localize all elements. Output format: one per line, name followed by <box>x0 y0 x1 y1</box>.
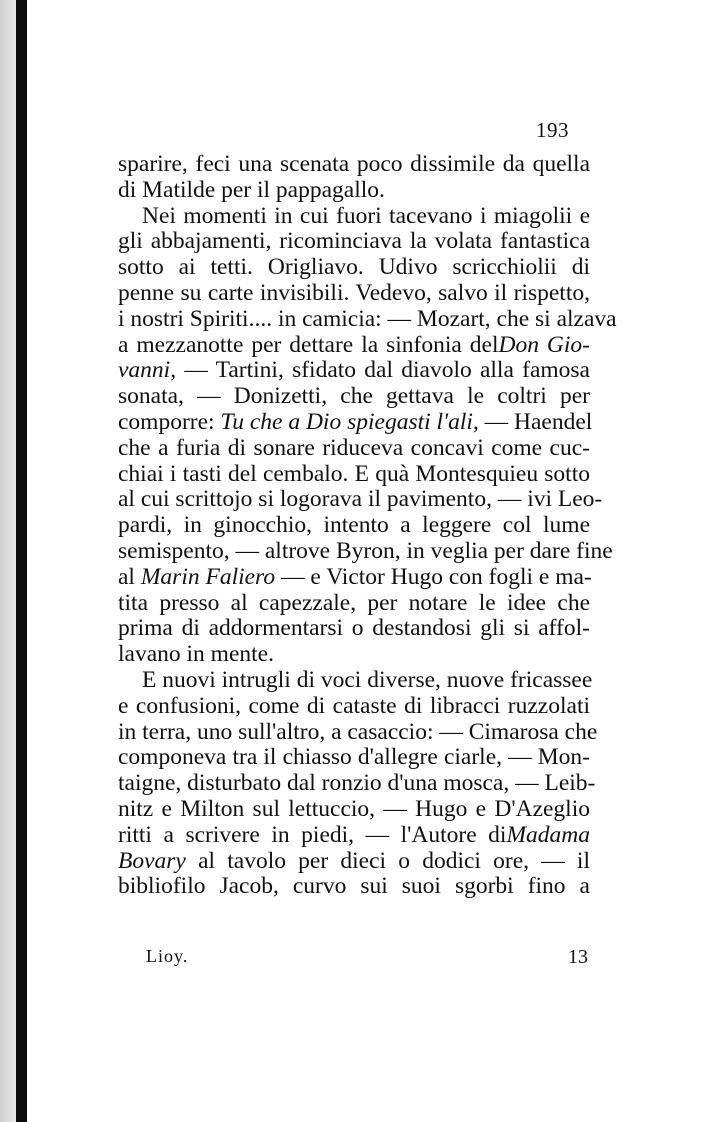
line-text: i nostri Spiriti.... in camicia: — Mozart, che si alzava <box>118 305 617 332</box>
text-line <box>118 565 590 591</box>
italic-title: Don Gio- <box>498 331 591 358</box>
line-text: nitz e Milton sul lettuccio, — Hugo e D'Azeglio <box>118 795 590 822</box>
text-line <box>118 616 590 642</box>
text-line <box>118 436 590 462</box>
text-line <box>118 333 590 359</box>
text-line <box>118 666 593 694</box>
line-text: al cui scrittojo si logorava il pavimento, — ivi Leo- <box>118 486 603 513</box>
page-number: 193 <box>536 118 569 142</box>
line-text: taigne, disturbato dal ronzio d'una mosca, — Leib- <box>118 770 596 797</box>
text-line <box>118 384 590 410</box>
line-text: componeva tra il chiasso d'allegre ciarle, — Mon- <box>118 744 590 771</box>
text-line <box>118 152 590 178</box>
line-text: lavano in mente. <box>118 641 274 668</box>
line-text: pardi, in ginocchio, intento a leggere col lume <box>118 512 590 539</box>
text-line <box>118 204 590 230</box>
line-text: — e Victor Hugo con fogli e ma- <box>275 563 592 590</box>
text-line <box>118 823 590 849</box>
italic-title: Bovary <box>118 847 186 874</box>
line-text: E nuovi intrugli di voci diverse, nuove fricassee <box>142 666 593 693</box>
italic-title: Marin Faliero <box>140 563 276 590</box>
italic-title: Tu che a Dio spiegasti l'ali, <box>220 408 479 435</box>
line-text: sonata, — Donizetti, che gettava le coltri per <box>118 383 590 410</box>
line-text: e confusioni, come di cataste di libracci ruzzolati <box>118 692 590 719</box>
line-text: penne su carte invisibili. Vedevo, salvo il rispetto, <box>118 279 590 306</box>
line-text: semispento, — altrove Byron, in veglia per dare fine <box>118 537 613 564</box>
text-line <box>118 358 590 384</box>
text-line <box>118 255 590 281</box>
text-line <box>118 178 590 204</box>
line-text: chiai i tasti del cembalo. E quà Montesquieu sotto <box>118 460 590 487</box>
text-line <box>118 408 593 436</box>
text-line <box>118 642 590 668</box>
text-line <box>118 770 596 797</box>
line-text: di Matilde per il pappagallo. <box>118 176 385 203</box>
line-text: al <box>118 563 141 590</box>
line-text: al tavolo per dieci o dodici ore, — il <box>185 847 590 874</box>
text-line <box>118 591 590 617</box>
text-line <box>118 874 590 900</box>
sheet-number: 13 <box>568 946 588 968</box>
book-spine-edge <box>16 0 27 1122</box>
line-text: tita presso al capezzale, per notare le idee che <box>118 589 590 616</box>
text-line <box>118 462 590 488</box>
signature-mark: Lioy. <box>146 946 189 966</box>
line-text: a mezzanotte per dettare la sinfonia del <box>118 331 499 358</box>
text-line <box>118 537 613 565</box>
text-line <box>118 745 590 771</box>
text-line <box>118 229 590 255</box>
page-footer <box>118 946 590 976</box>
page-margin-shadow <box>0 0 16 1122</box>
line-text: che a furia di sonare riduceva concavi come cuc- <box>118 434 590 461</box>
line-text: prima di addormentarsi o destandosi gli si affol- <box>118 615 590 642</box>
text-line <box>118 718 598 746</box>
text-line <box>118 513 590 539</box>
line-text: in terra, uno sull'altro, a casaccio: — Cimarosa che <box>118 718 598 745</box>
text-line <box>118 694 590 720</box>
italic-title: vanni, <box>118 357 177 384</box>
text-line <box>118 281 590 307</box>
line-text: — Haendel <box>478 408 593 435</box>
line-text: ritti a scrivere in piedi, — l'Autore di <box>118 821 507 848</box>
line-text: gli abbajamenti, ricominciava la volata fantastica <box>118 228 590 255</box>
text-line <box>118 849 590 875</box>
body-text <box>118 151 617 900</box>
line-text: Nei momenti in cui fuori tacevano i miagolii e <box>142 202 590 229</box>
italic-title: Madama <box>506 821 590 848</box>
line-text: comporre: <box>118 408 221 435</box>
line-text: — Tartini, sfidato dal diavolo alla famosa <box>176 357 590 384</box>
line-text: sotto ai tetti. Origliavo. Udivo scricchiolii di <box>118 254 590 281</box>
text-line <box>118 486 603 513</box>
text-line <box>118 305 617 333</box>
line-text: sparire, feci una scenata poco dissimile da quella <box>118 151 590 177</box>
text-line <box>118 797 590 823</box>
line-text: bibliofilo Jacob, curvo sui suoi sgorbi fino a <box>118 873 590 900</box>
